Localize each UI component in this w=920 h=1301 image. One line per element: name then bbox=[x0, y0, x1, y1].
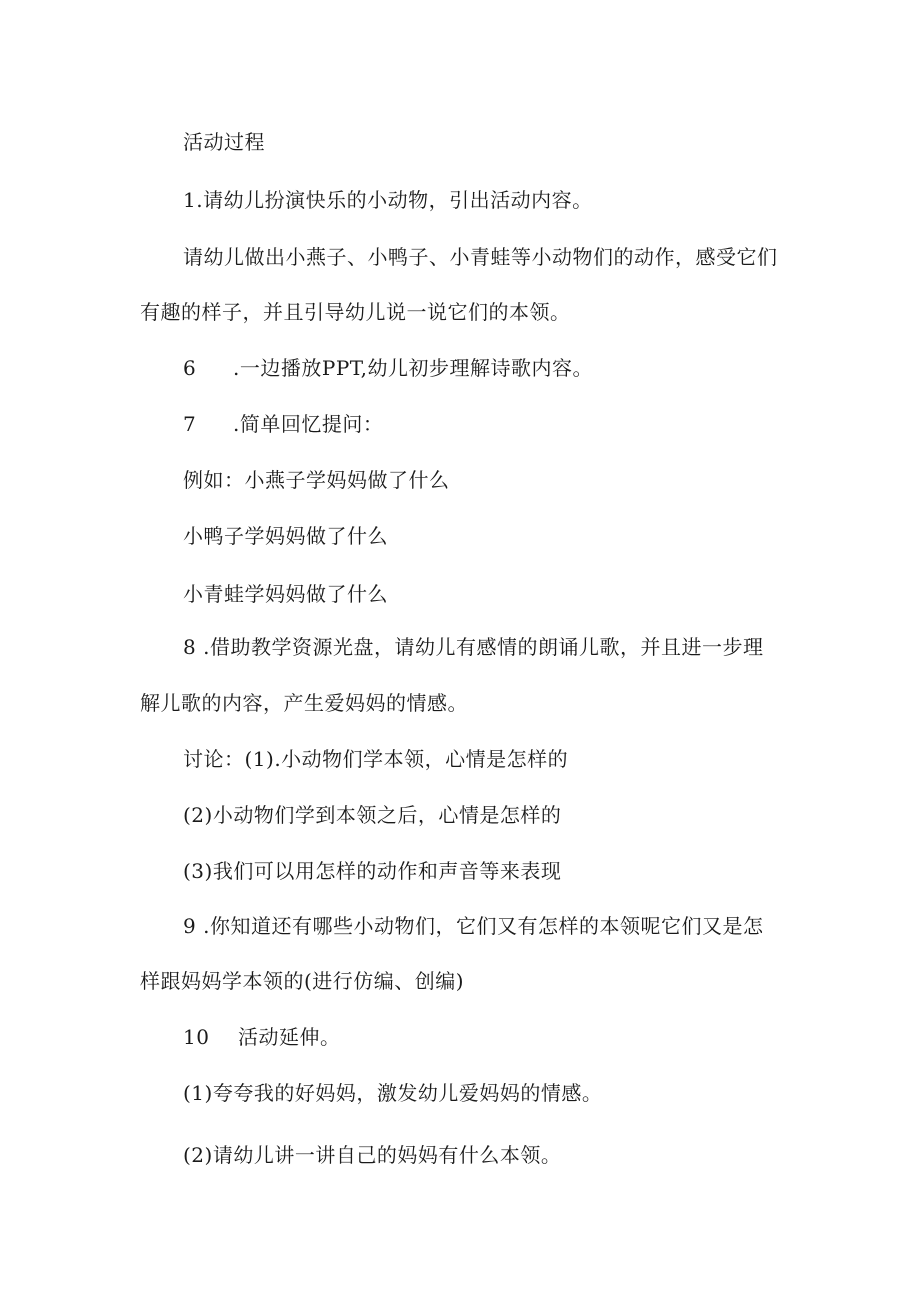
step-7 bbox=[183, 410, 383, 438]
question-3: 小青蛙学妈妈做了什么 bbox=[183, 582, 388, 606]
step-10-number: 10 bbox=[183, 1025, 210, 1049]
step-1-description-line-1: 请幼儿做出小燕子、小鸭子、小青蛙等小动物们的动作，感受它们 bbox=[183, 245, 778, 269]
step-9-line-2: 样跟妈妈学本领的(进行仿编、创编) bbox=[140, 969, 465, 993]
section-heading: 活动过程 bbox=[183, 130, 265, 154]
question-1: 例如：小燕子学妈妈做了什么 bbox=[183, 468, 450, 492]
extension-2: (2)请幼儿讲一讲自己的妈妈有什么本领。 bbox=[183, 1143, 562, 1167]
step-9-line-1: 9 .你知道还有哪些小动物们，它们又有怎样的本领呢它们又是怎 bbox=[183, 914, 764, 938]
step-1-description-line-2: 有趣的样子，并且引导幼儿说一说它们的本领。 bbox=[140, 300, 571, 324]
discussion-2: (2)小动物们学到本领之后，心情是怎样的 bbox=[183, 803, 562, 827]
discussion-1: 讨论：(1).小动物们学本领，心情是怎样的 bbox=[183, 747, 569, 771]
step-6-number: 6 bbox=[183, 356, 197, 380]
step-10-text: 活动延伸。 bbox=[238, 1025, 341, 1049]
discussion-3: (3)我们可以用怎样的动作和声音等来表现 bbox=[183, 859, 562, 883]
step-8-line-1: 8 .借助教学资源光盘，请幼儿有感情的朗诵儿歌，并且进一步理 bbox=[183, 635, 764, 659]
step-7-text: .简单回忆提问： bbox=[233, 412, 384, 436]
step-10 bbox=[183, 1023, 341, 1051]
question-2: 小鸭子学妈妈做了什么 bbox=[183, 524, 388, 548]
step-1: 1.请幼儿扮演快乐的小动物，引出活动内容。 bbox=[183, 188, 593, 212]
extension-1: (1)夸夸我的好妈妈，激发幼儿爱妈妈的情感。 bbox=[183, 1081, 603, 1105]
step-6 bbox=[183, 354, 593, 382]
step-6-text: .一边播放PPT,幼儿初步理解诗歌内容。 bbox=[233, 356, 594, 380]
step-7-number: 7 bbox=[183, 412, 197, 436]
step-8-line-2: 解儿歌的内容，产生爱妈妈的情感。 bbox=[140, 691, 468, 715]
